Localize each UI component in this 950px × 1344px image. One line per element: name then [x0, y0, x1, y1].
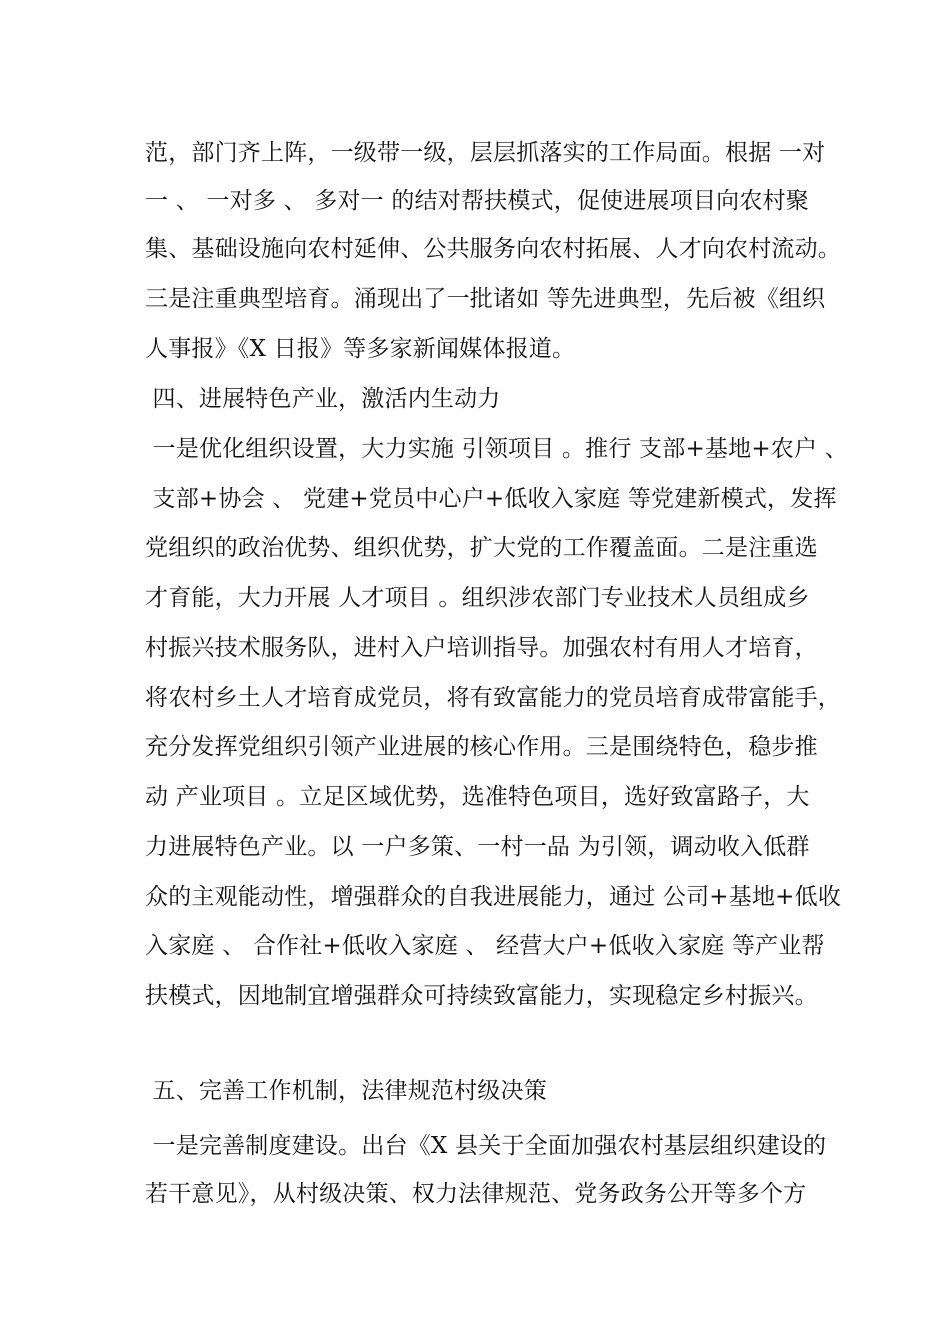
paragraph-line: 入家庭 、 合作社+低收入家庭 、 经营大户+低收入家庭 等产业帮 — [145, 933, 825, 959]
paragraph-line: 将农村乡土人才培育成党员，将有致富能力的党员培育成带富能手， — [145, 685, 841, 711]
paragraph-line: 扶模式，因地制宜增强群众可持续致富能力，实现稳定乡村振兴。 — [145, 983, 818, 1009]
paragraph-line: 才育能，大力开展 人才项目 。组织涉农部门专业技术人员组成乡 — [145, 585, 810, 611]
paragraph-line: 众的主观能动性，增强群众的自我进展能力，通过 公司+基地+低收 — [145, 884, 842, 910]
paragraph-line: 动 产业项目 。立足区域优势，选准特色项目，选好致富路子，大 — [145, 784, 810, 810]
paragraph-line: 若干意见》，从村级决策、权力法律规范、党务政务公开等多个方 — [145, 1181, 807, 1207]
paragraph-line: 三是注重典型培育。涌现出了一批诸如 等先进典型，先后被《组织 — [145, 286, 826, 312]
paragraph-line: 一 、 一对多 、 多对一 的结对帮扶模式，促使进展项目向农村聚 — [145, 188, 809, 214]
paragraph-line: 充分发挥党组织引领产业进展的核心作用。三是围绕特色，稳步推 — [145, 734, 818, 760]
paragraph-line: 力进展特色产业。以 一户多策、一村一品 为引领，调动收入低群 — [145, 834, 810, 860]
section-heading: 四、进展特色产业，激活内生动力 — [145, 386, 501, 412]
section-heading: 五、完善工作机制，法律规范村级决策 — [145, 1078, 547, 1104]
paragraph-line: 一是完善制度建设。出台《X 县关于全面加强农村基层组织建设的 — [145, 1133, 827, 1159]
paragraph-line: 一是优化组织设置，大力实施 引领项目 。推行 支部+基地+农户 、 — [145, 436, 848, 462]
paragraph-line: 人事报》《X 日报》等多家新闻媒体报道。 — [145, 336, 576, 362]
paragraph-line: 村振兴技术服务队，进村入户培训指导。加强农村有用人才培育， — [145, 635, 818, 661]
paragraph-line: 支部+协会 、 党建+党员中心户+低收入家庭 等党建新模式，发挥 — [145, 486, 837, 512]
paragraph-line: 范，部门齐上阵，一级带一级，层层抓落实的工作局面。根据 一对 — [145, 140, 826, 166]
paragraph-line: 集、基础设施向农村延伸、公共服务向农村拓展、人才向农村流动。 — [145, 236, 841, 262]
paragraph-line: 党组织的政治优势、组织优势，扩大党的工作覆盖面。二是注重选 — [145, 535, 818, 561]
